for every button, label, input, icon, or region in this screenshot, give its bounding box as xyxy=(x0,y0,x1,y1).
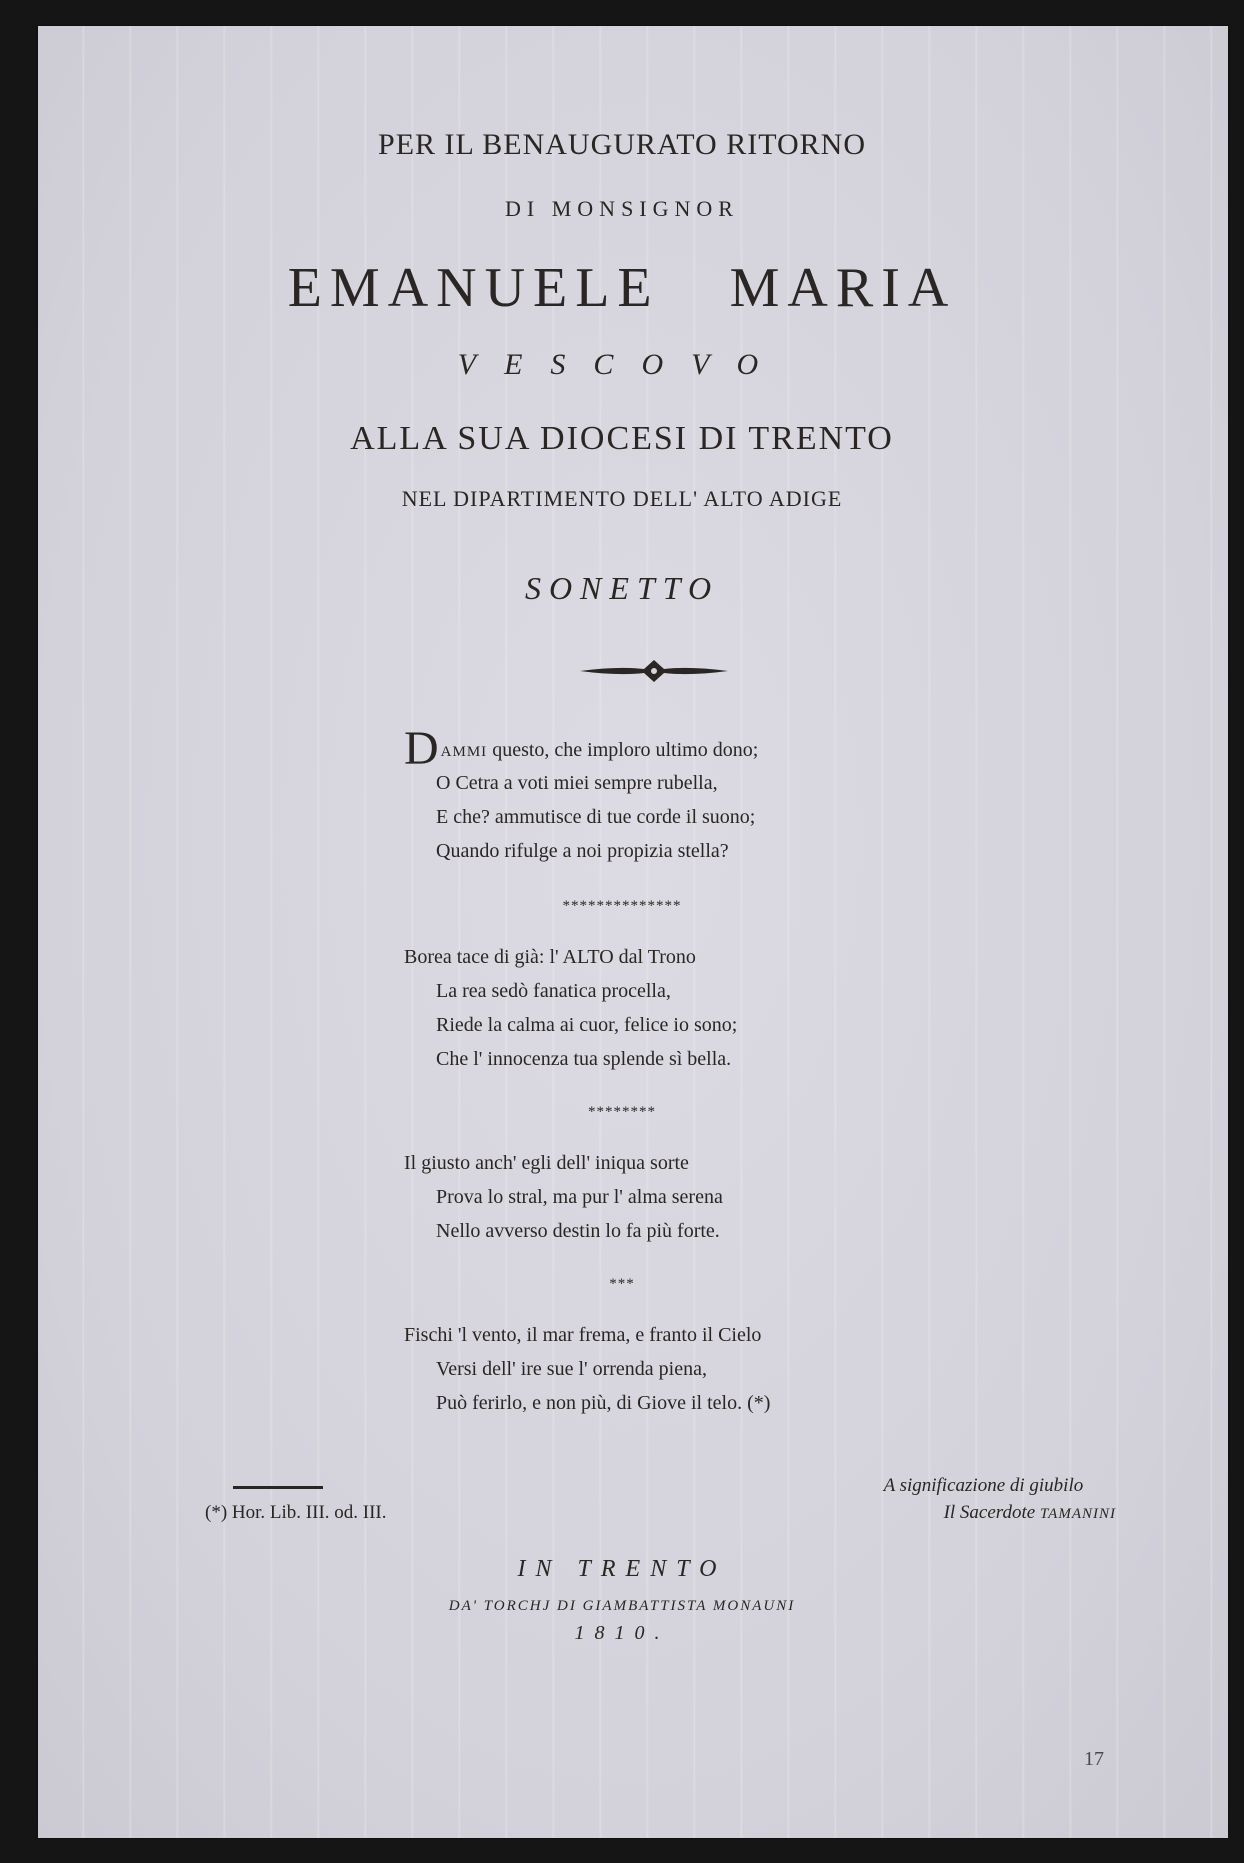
title-diocese: ALLA SUA DIOCESI DI TRENTO xyxy=(350,420,894,457)
signature-line-2 xyxy=(884,1499,1116,1528)
poem-line: O Cetra a voti miei sempre rubella, xyxy=(436,772,718,794)
imprint-year: 1810. xyxy=(574,1622,670,1644)
signature-line-1: A significazione di giubilo xyxy=(883,1475,1084,1496)
poem-line: La rea sedò fanatica procella, xyxy=(436,980,671,1002)
first-line-rest: questo, che imploro ultimo dono; xyxy=(487,739,759,761)
stanza-3 xyxy=(404,1146,723,1248)
separator-stars: ******** xyxy=(588,1104,656,1120)
poem-line: Quando rifulge a noi propizia stella? xyxy=(436,840,729,862)
first-word: AMMI xyxy=(440,744,488,760)
title-line-1: PER IL BENAUGURATO RITORNO xyxy=(378,128,866,161)
poem-line: Versi dell' ire sue l' orrenda piena, xyxy=(436,1358,707,1380)
imprint-place: IN TRENTO xyxy=(517,1556,727,1582)
poem-line: Prova lo stral, ma pur l' alma serena xyxy=(436,1186,723,1208)
archive-mark: 17 xyxy=(1084,1748,1104,1770)
poem-line: Può ferirlo, e non più, di Giove il telo. (*) xyxy=(436,1392,771,1414)
title-line-2: DI MONSIGNOR xyxy=(505,196,739,221)
title-vescovo: VESCOVO xyxy=(457,348,787,381)
title-department: NEL DIPARTIMENTO DELL' ALTO ADIGE xyxy=(401,486,843,511)
poem-line: Il giusto anch' egli dell' iniqua sorte xyxy=(404,1152,689,1174)
poem-line: Fischi 'l vento, il mar frema, e franto il Cielo xyxy=(404,1324,762,1346)
ornament-divider-icon xyxy=(578,656,730,686)
stanza-4 xyxy=(404,1318,770,1420)
signature xyxy=(884,1472,1116,1528)
imprint-printer: DA' TORCHJ DI GIAMBATTISTA MONAUNI xyxy=(448,1598,796,1614)
poem-line: Nello avverso destin lo fa più forte. xyxy=(436,1220,720,1242)
separator-stars: *** xyxy=(609,1276,635,1292)
footnote-rule xyxy=(233,1486,323,1489)
bishop-name: EMANUELE MARIA xyxy=(287,257,957,319)
signature-name: TAMANINI xyxy=(1039,1506,1116,1522)
stanza-1 xyxy=(404,722,759,868)
poem-line: Borea tace di già: l' ALTO dal Trono xyxy=(404,946,696,968)
separator-stars: ************** xyxy=(562,898,682,914)
stanza-2 xyxy=(404,940,737,1076)
poem-line: E che? ammutisce di tue corde il suono; xyxy=(436,806,756,828)
signature-prefix: Il Sacerdote xyxy=(943,1502,1040,1523)
drop-cap: D xyxy=(404,722,439,775)
poem-line: Che l' innocenza tua splende sì bella. xyxy=(436,1048,732,1070)
genre-heading: SONETTO xyxy=(524,570,720,606)
poem-line xyxy=(404,722,759,775)
footnote: (*) Hor. Lib. III. od. III. xyxy=(205,1502,387,1523)
poem-line: Riede la calma ai cuor, felice io sono; xyxy=(436,1014,738,1036)
